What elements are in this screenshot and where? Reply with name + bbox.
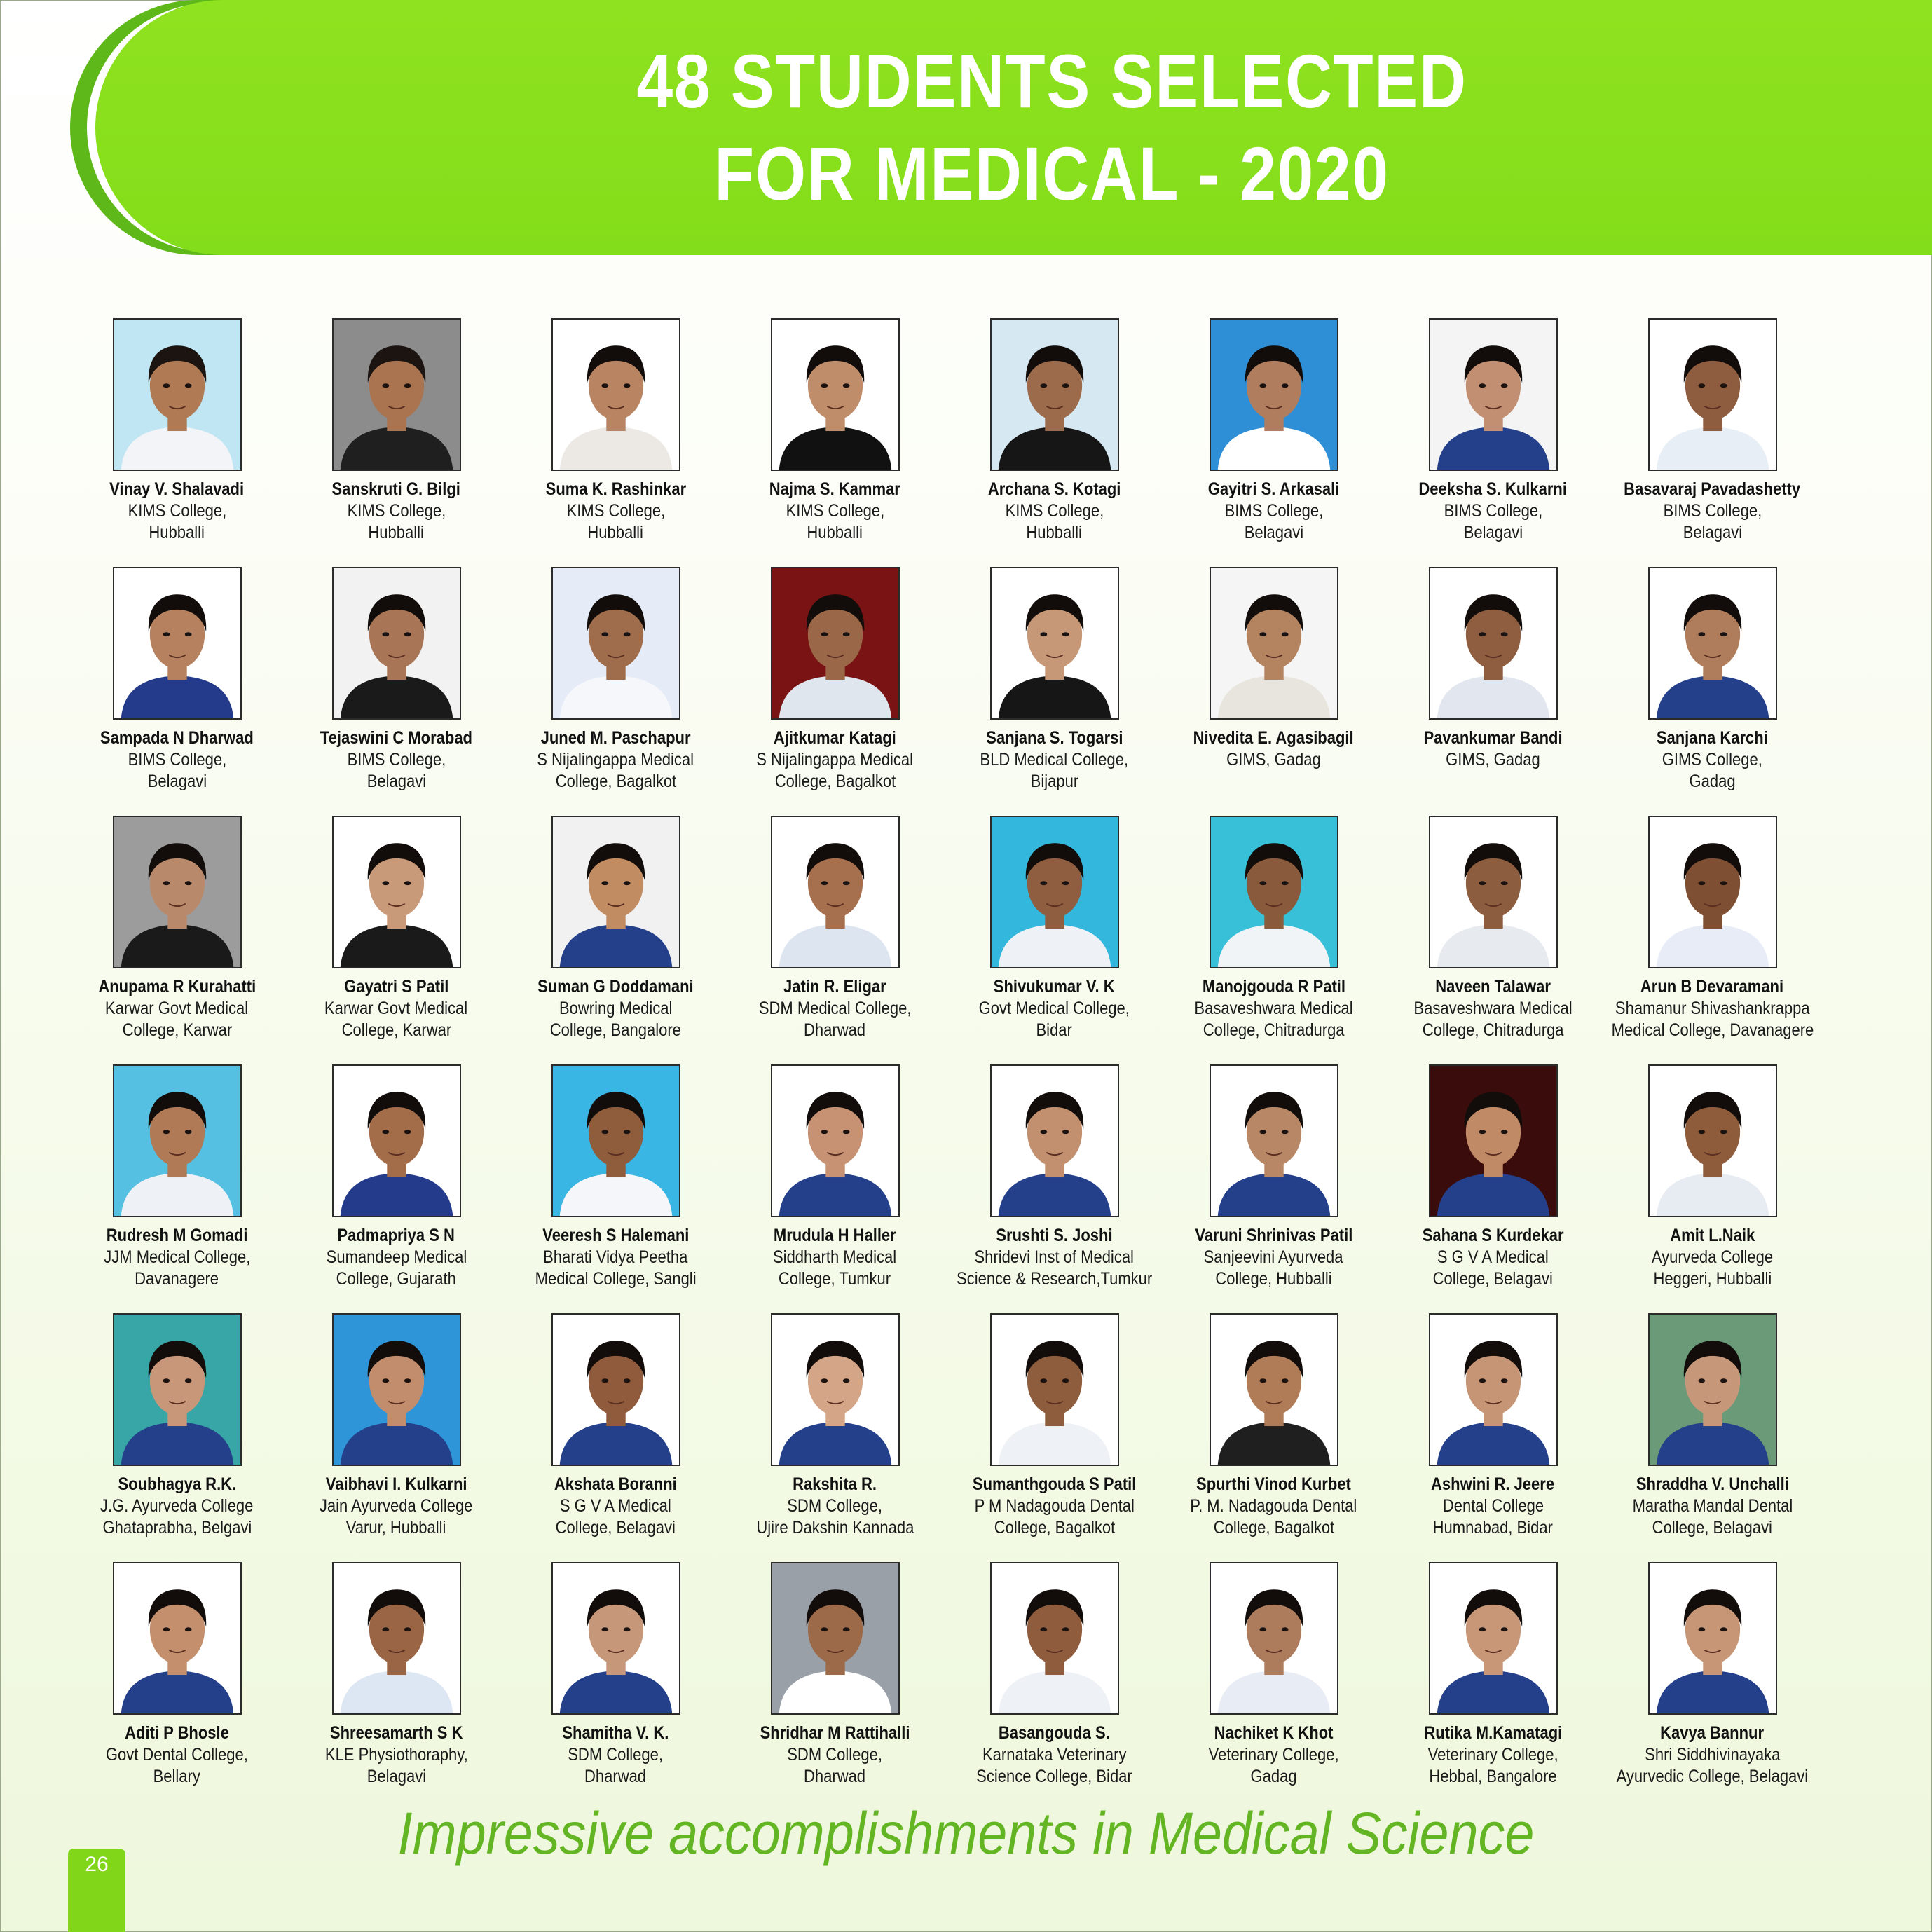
student-college-line-1: GIMS, Gadag — [1446, 750, 1540, 769]
student-college-line-2: Heggeri, Hubballi — [1653, 1269, 1772, 1289]
student-college-line-2: Ayurvedic College, Belagavi — [1616, 1767, 1809, 1786]
student-college-line-2: Science College, Bidar — [976, 1767, 1132, 1786]
student-card — [1603, 1313, 1822, 1562]
student-card — [67, 1064, 287, 1313]
student-card — [67, 318, 287, 567]
student-name: Gayatri S Patil — [343, 977, 449, 996]
student-card — [506, 816, 725, 1064]
student-college-line-2: Varur, Hubballi — [346, 1518, 446, 1537]
student-college-line-1: Karnataka Veterinary — [982, 1745, 1127, 1765]
student-college-line-1: P M Nadagouda Dental — [974, 1496, 1135, 1516]
student-college-line-2: Dharwad — [804, 1020, 866, 1040]
student-name: Amit L.Naik — [1669, 1226, 1755, 1245]
student-card — [67, 1562, 287, 1811]
student-college-line-1: BIMS College, — [1444, 501, 1542, 521]
student-college-line-2: Belagavi — [1683, 523, 1742, 542]
student-name: Naveen Talawar — [1435, 977, 1551, 996]
student-name: Sanskruti G. Bilgi — [331, 479, 461, 499]
student-photo — [332, 1562, 461, 1715]
student-name: Sampada N Dharwad — [100, 728, 254, 748]
student-college-line-1: SDM College, — [568, 1745, 664, 1765]
student-college-line-1: SDM Medical College, — [758, 999, 912, 1018]
student-card — [1603, 1064, 1822, 1313]
student-card — [1164, 1313, 1383, 1562]
student-name: Ajitkumar Katagi — [774, 728, 896, 748]
student-college-line-1: JJM Medical College, — [103, 1247, 251, 1267]
student-card — [1383, 567, 1603, 816]
student-card — [1383, 816, 1603, 1064]
student-college-line-1: BLD Medical College, — [980, 750, 1129, 769]
student-photo — [1648, 567, 1777, 720]
student-name: Tejaswini C Morabad — [320, 728, 473, 748]
student-photo — [113, 816, 242, 968]
student-college-line-1: S G V A Medical — [560, 1496, 671, 1516]
student-photo — [990, 567, 1119, 720]
student-card — [1383, 1064, 1603, 1313]
student-name: Archana S. Kotagi — [987, 479, 1121, 499]
student-college-line-2: College, Bagalkot — [1213, 1518, 1334, 1537]
student-college-line-2: Belagavi — [366, 1767, 426, 1786]
student-photo — [332, 1313, 461, 1466]
student-name: Suma K. Rashinkar — [545, 479, 686, 499]
student-name: Najma S. Kammar — [769, 479, 901, 499]
student-name: Varuni Shrinivas Patil — [1195, 1226, 1352, 1245]
student-photo — [1210, 1562, 1338, 1715]
student-college-line-2: Hubballi — [587, 523, 644, 542]
student-photo — [1429, 318, 1558, 471]
student-college-line-2: College, Chitradurga — [1203, 1020, 1345, 1040]
student-photo — [990, 318, 1119, 471]
student-photo — [990, 1313, 1119, 1466]
student-photo — [990, 1064, 1119, 1217]
student-photo — [771, 318, 900, 471]
student-college-line-2: Davanagere — [135, 1269, 219, 1289]
student-college-line-1: Govt Dental College, — [105, 1745, 249, 1765]
student-card — [725, 1562, 945, 1811]
student-name: Arun B Devaramani — [1640, 977, 1784, 996]
student-card — [1603, 1562, 1822, 1811]
student-name: Vaibhavi I. Kulkarni — [325, 1474, 467, 1494]
student-photo — [113, 1562, 242, 1715]
student-card — [1603, 567, 1822, 816]
student-card — [945, 1562, 1164, 1811]
student-college-line-1: Veterinary College, — [1427, 1745, 1558, 1765]
student-name: Kavya Bannur — [1660, 1723, 1765, 1743]
student-college-line-1: J.G. Ayurveda College — [100, 1496, 254, 1516]
student-college-line-1: Shri Siddhivinayaka — [1644, 1745, 1781, 1765]
student-college-line-1: Dental College — [1442, 1496, 1544, 1516]
student-name: Shamitha V. K. — [562, 1723, 669, 1743]
student-card — [287, 816, 506, 1064]
student-photo — [551, 1064, 680, 1217]
student-card — [287, 1064, 506, 1313]
student-name: Srushti S. Joshi — [996, 1226, 1113, 1245]
student-college-line-1: KIMS College, — [566, 501, 665, 521]
student-college-line-2: Hubballi — [807, 523, 863, 542]
student-college-line-1: S Nijalingappa Medical — [537, 750, 694, 769]
student-card — [725, 567, 945, 816]
student-college-line-1: KIMS College, — [128, 501, 226, 521]
student-college-line-1: Karwar Govt Medical — [324, 999, 468, 1018]
student-name: Jatin R. Eligar — [783, 977, 886, 996]
student-college-line-1: Jain Ayurveda College — [320, 1496, 473, 1516]
student-college-line-2: College, Karwar — [122, 1020, 232, 1040]
student-photo — [1210, 1313, 1338, 1466]
student-college-line-2: Ghataprabha, Belgavi — [102, 1518, 252, 1537]
student-college-line-1: Sumandeep Medical — [326, 1247, 467, 1267]
header-banner — [95, 0, 1932, 255]
student-photo — [332, 1064, 461, 1217]
student-college-line-1: Govt Medical College, — [978, 999, 1130, 1018]
tagline: Impressive accomplishments in Medical Science — [397, 1800, 1535, 1866]
student-college-line-1: P. M. Nadagouda Dental — [1190, 1496, 1357, 1516]
student-card — [945, 1313, 1164, 1562]
student-card — [1164, 1562, 1383, 1811]
student-name: Juned M. Paschapur — [540, 728, 691, 748]
student-photo — [1429, 816, 1558, 968]
student-photo — [113, 567, 242, 720]
student-college-line-2: Bidar — [1036, 1020, 1073, 1040]
student-name: Basavaraj Pavadashetty — [1624, 479, 1801, 499]
student-card — [945, 567, 1164, 816]
student-card — [945, 816, 1164, 1064]
student-college-line-2: College, Gujarath — [336, 1269, 457, 1289]
student-college-line-2: Bellary — [153, 1767, 201, 1786]
student-name: Mrudula H Haller — [774, 1226, 896, 1245]
student-name: Sanjana S. Togarsi — [985, 728, 1123, 748]
student-college-line-2: Hubballi — [149, 523, 205, 542]
student-photo — [332, 318, 461, 471]
student-name: Suman G Doddamani — [537, 977, 694, 996]
student-name: Sanjana Karchi — [1657, 728, 1768, 748]
student-college-line-1: S Nijalingappa Medical — [756, 750, 914, 769]
student-college-line-2: College, Bagalkot — [994, 1518, 1115, 1537]
student-college-line-2: Dharwad — [584, 1767, 647, 1786]
student-photo — [1429, 1064, 1558, 1217]
student-college-line-2: College, Bagalkot — [555, 772, 676, 791]
student-name: Sumanthgouda S Patil — [972, 1474, 1137, 1494]
student-name: Aditi P Bhosle — [125, 1723, 229, 1743]
student-photo — [1210, 816, 1338, 968]
student-photo — [1648, 318, 1777, 471]
student-college-line-1: Basaveshwara Medical — [1413, 999, 1573, 1018]
student-college-line-2: College, Belagavi — [555, 1518, 676, 1537]
student-card — [1603, 318, 1822, 567]
student-college-line-2: Dharwad — [804, 1767, 866, 1786]
student-college-line-1: GIMS, Gadag — [1226, 750, 1321, 769]
student-college-line-1: Siddharth Medical — [773, 1247, 897, 1267]
student-card — [506, 567, 725, 816]
student-photo — [1210, 318, 1338, 471]
student-college-line-2: College, Bangalore — [549, 1020, 682, 1040]
student-college-line-2: College, Belagavi — [1432, 1269, 1554, 1289]
student-photo — [771, 1313, 900, 1466]
student-name: Sahana S Kurdekar — [1422, 1226, 1564, 1245]
student-name: Veeresh S Halemani — [542, 1226, 690, 1245]
student-college-line-2: College, Belagavi — [1652, 1518, 1773, 1537]
student-card — [506, 318, 725, 567]
student-card — [506, 1064, 725, 1313]
student-name: Shivukumar V. K — [994, 977, 1115, 996]
student-photo — [1429, 567, 1558, 720]
student-name: Anupama R Kurahatti — [98, 977, 256, 996]
student-college-line-2: Humnabad, Bidar — [1432, 1518, 1554, 1537]
student-photo — [1210, 1064, 1338, 1217]
student-college-line-1: Veterinary College, — [1208, 1745, 1339, 1765]
page-title-line-2: FOR MEDICAL - 2020 — [714, 131, 1390, 216]
student-college-line-1: Bharati Vidya Peetha — [543, 1247, 688, 1267]
student-college-line-1: KIMS College, — [786, 501, 884, 521]
student-card — [506, 1313, 725, 1562]
student-college-line-2: College, Chitradurga — [1422, 1020, 1564, 1040]
student-photo — [771, 816, 900, 968]
student-college-line-2: Belagavi — [147, 772, 207, 791]
student-card — [1164, 567, 1383, 816]
student-card — [1603, 816, 1822, 1064]
student-college-line-1: KIMS College, — [347, 501, 446, 521]
student-photo — [1429, 1313, 1558, 1466]
student-card — [67, 1313, 287, 1562]
student-card — [67, 567, 287, 816]
student-card — [1383, 318, 1603, 567]
student-name: Rutika M.Kamatagi — [1424, 1723, 1562, 1743]
student-name: Rakshita R. — [793, 1474, 877, 1494]
student-college-line-2: College, Hubballi — [1215, 1269, 1332, 1289]
student-college-line-2: Gadag — [1250, 1767, 1297, 1786]
student-grid — [67, 318, 1917, 1811]
student-college-line-1: SDM College, — [787, 1496, 883, 1516]
student-photo — [113, 318, 242, 471]
student-college-line-1: Sanjeevini Ayurveda — [1204, 1247, 1343, 1267]
student-college-line-1: Maratha Mandal Dental — [1632, 1496, 1793, 1516]
student-photo — [990, 816, 1119, 968]
student-photo — [332, 816, 461, 968]
student-name: Spurthi Vinod Kurbet — [1196, 1474, 1351, 1494]
student-college-line-1: BIMS College, — [128, 750, 226, 769]
student-card — [945, 1064, 1164, 1313]
student-college-line-1: GIMS College, — [1662, 750, 1763, 769]
student-college-line-2: Hubballi — [368, 523, 425, 542]
student-card — [1164, 1064, 1383, 1313]
student-photo — [1648, 1064, 1777, 1217]
student-college-line-2: College, Karwar — [341, 1020, 451, 1040]
student-college-line-2: Medical College, Davanagere — [1611, 1020, 1814, 1040]
student-name: Manojgouda R Patil — [1202, 977, 1345, 996]
student-college-line-1: Basaveshwara Medical — [1194, 999, 1353, 1018]
student-card — [725, 318, 945, 567]
student-card — [945, 318, 1164, 567]
student-college-line-1: Karwar Govt Medical — [105, 999, 249, 1018]
student-photo — [771, 1562, 900, 1715]
student-college-line-1: BIMS College, — [347, 750, 446, 769]
student-photo — [1210, 567, 1338, 720]
page-number-tab — [68, 1849, 125, 1932]
student-college-line-1: Bowring Medical — [559, 999, 673, 1018]
student-college-line-2: Medical College, Sangli — [535, 1269, 697, 1289]
student-college-line-2: College, Bagalkot — [774, 772, 896, 791]
student-card — [725, 816, 945, 1064]
student-photo — [551, 1313, 680, 1466]
student-photo — [1648, 1562, 1777, 1715]
student-college-line-2: Science & Research,Tumkur — [956, 1269, 1153, 1289]
student-college-line-1: KIMS College, — [1005, 501, 1104, 521]
student-name: Shreesamarth S K — [329, 1723, 463, 1743]
student-photo — [990, 1562, 1119, 1715]
student-card — [1383, 1562, 1603, 1811]
student-name: Deeksha S. Kulkarni — [1418, 479, 1568, 499]
student-card — [67, 816, 287, 1064]
student-college-line-1: Shridevi Inst of Medical — [974, 1247, 1135, 1267]
student-card — [287, 567, 506, 816]
student-card — [725, 1064, 945, 1313]
student-name: Padmapriya S N — [337, 1226, 455, 1245]
student-college-line-2: Belagavi — [1463, 523, 1523, 542]
student-college-line-1: Ayurveda College — [1651, 1247, 1774, 1267]
student-college-line-1: S G V A Medical — [1437, 1247, 1549, 1267]
student-name: Nachiket K Khot — [1214, 1723, 1334, 1743]
student-college-line-1: SDM College, — [787, 1745, 883, 1765]
student-name: Pavankumar Bandi — [1423, 728, 1563, 748]
student-college-line-1: Shamanur Shivashankrappa — [1615, 999, 1810, 1018]
student-name: Vinay V. Shalavadi — [109, 479, 245, 499]
student-photo — [113, 1313, 242, 1466]
student-photo — [1429, 1562, 1558, 1715]
student-name: Rudresh M Gomadi — [106, 1226, 248, 1245]
student-name: Nivedita E. Agasibagil — [1193, 728, 1355, 748]
student-photo — [113, 1064, 242, 1217]
student-college-line-2: Belagavi — [1244, 523, 1303, 542]
student-name: Akshata Boranni — [554, 1474, 677, 1494]
student-college-line-2: Gadag — [1689, 772, 1736, 791]
student-photo — [551, 567, 680, 720]
student-college-line-2: Hebbal, Bangalore — [1429, 1767, 1557, 1786]
student-card — [725, 1313, 945, 1562]
student-name: Gayitri S. Arkasali — [1207, 479, 1340, 499]
student-college-line-1: KLE Physiothoraphy, — [324, 1745, 468, 1765]
student-college-line-1: BIMS College, — [1224, 501, 1323, 521]
student-college-line-2: College, Tumkur — [779, 1269, 891, 1289]
student-college-line-2: Hubballi — [1026, 523, 1083, 542]
student-photo — [771, 1064, 900, 1217]
student-photo — [551, 1562, 680, 1715]
student-card — [287, 1313, 506, 1562]
page-title-line-1: 48 STUDENTS SELECTED — [636, 39, 1468, 123]
student-name: Shridhar M Rattihalli — [760, 1723, 910, 1743]
student-college-line-2: Ujire Dakshin Kannada — [755, 1518, 914, 1537]
student-name: Ashwini R. Jeere — [1431, 1474, 1555, 1494]
student-photo — [1648, 1313, 1777, 1466]
student-college-line-2: Belagavi — [366, 772, 426, 791]
student-photo — [332, 567, 461, 720]
student-name: Basangouda S. — [999, 1723, 1110, 1743]
student-card — [1164, 816, 1383, 1064]
student-photo — [551, 318, 680, 471]
student-college-line-2: Bijapur — [1030, 772, 1078, 791]
student-card — [287, 1562, 506, 1811]
student-photo — [771, 567, 900, 720]
student-college-line-1: BIMS College, — [1663, 501, 1762, 521]
student-card — [506, 1562, 725, 1811]
student-photo — [551, 816, 680, 968]
student-name: Shraddha V. Unchalli — [1636, 1474, 1789, 1494]
student-card — [287, 318, 506, 567]
student-name: Soubhagya R.K. — [118, 1474, 236, 1494]
page-number: 26 — [85, 1853, 109, 1876]
student-photo — [1648, 816, 1777, 968]
student-card — [1164, 318, 1383, 567]
student-card — [1383, 1313, 1603, 1562]
